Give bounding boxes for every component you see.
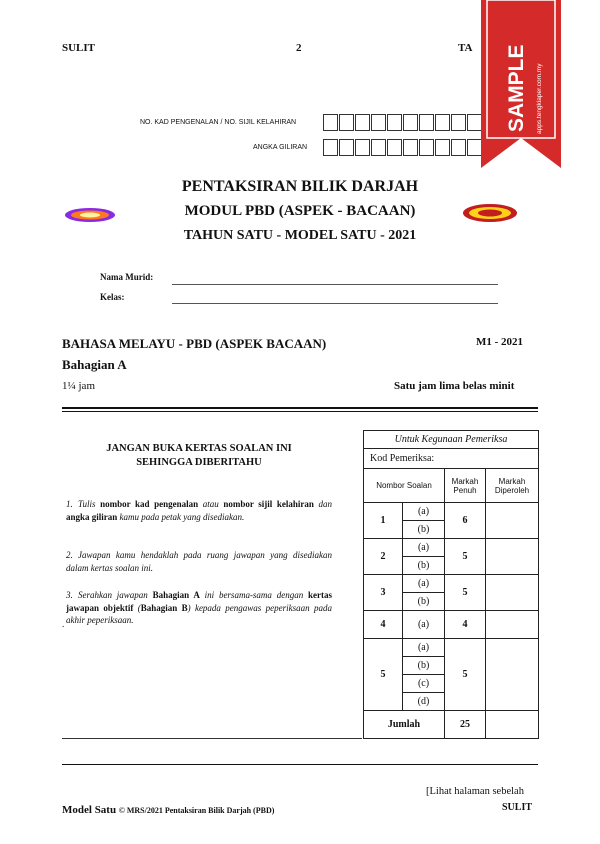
i3-text-g: ) kepada pengawas peperiksaan pada akhir peperiksaan. <box>66 602 332 625</box>
angka-giliran-boxes[interactable] <box>323 139 483 156</box>
i3-text-b: Bahagian A <box>152 590 200 600</box>
i1-text-g: kamu pada petak yang disediakan. <box>117 511 245 522</box>
kelas-line[interactable] <box>172 303 498 304</box>
total-label: Jumlah <box>364 711 445 739</box>
bottom-line-full <box>62 764 538 765</box>
instruction-3 <box>66 589 332 627</box>
bottom-line-short <box>62 738 362 739</box>
warning-line-2: SEHINGGA DIBERITAHU <box>136 457 262 468</box>
i1-text-d: nombor sijil kelahiran <box>223 499 314 509</box>
i3-text-a: Serahkan jawapan <box>78 590 153 600</box>
nama-murid-line[interactable] <box>172 284 498 285</box>
kod-pemeriksa[interactable]: Kod Pemeriksa: <box>364 449 539 469</box>
subject-title: BAHASA MELAYU - PBD (ASPEK BACAAN) <box>62 336 327 351</box>
paper-code: M1 - 2021 <box>476 336 524 348</box>
warning-line-1: JANGAN BUKA KERTAS SOALAN INI <box>106 443 292 454</box>
col-nombor-soalan: Nombor Soalan <box>364 469 445 503</box>
q3-part-b: (b) <box>403 593 445 611</box>
q3-mark-input[interactable] <box>486 575 539 611</box>
section-label: Bahagian A <box>62 357 127 372</box>
footer-next-page: [Lihat halaman sebelah <box>426 786 524 797</box>
title-line-2: MODUL PBD (ASPEK - BACAAN) <box>184 203 416 219</box>
i1-text-f: angka giliran <box>66 511 118 522</box>
i3-text-d: kertas jawapan objektif <box>66 590 332 613</box>
i1-text-e: dan <box>313 499 332 509</box>
q5-number: 5 <box>364 639 403 711</box>
q5-part-c: (c) <box>403 675 445 693</box>
header-sulit: SULIT <box>62 42 96 54</box>
q2-part-a: (a) <box>403 539 445 557</box>
footer-copyright: © MRS/2021 Pentaksiran Bilik Darjah (PBD) <box>118 806 275 815</box>
q2-mark-input[interactable] <box>486 539 539 575</box>
nama-murid-label: Nama Murid: <box>100 272 154 282</box>
divider-thin <box>62 411 538 412</box>
page-number: 2 <box>296 42 302 54</box>
angka-giliran-label: ANGKA GILIRAN <box>253 144 308 151</box>
instruction-2-number: 2. <box>66 550 73 560</box>
i3-text-c: ini bersama-sama dengan <box>199 590 308 600</box>
marks-table <box>363 430 539 739</box>
q4-number: 4 <box>364 611 403 639</box>
total-mark-input[interactable] <box>486 711 539 739</box>
instruction-3-number: 3. <box>66 590 73 600</box>
col-markah-penuh: Markah Penuh <box>445 469 486 503</box>
q1-part-a: (a) <box>403 503 445 521</box>
i3-text-e: ( <box>133 602 141 613</box>
col-markah-diperoleh: Markah Diperoleh <box>486 469 539 503</box>
footer-sulit: SULIT <box>502 802 533 813</box>
instruction-2 <box>66 549 332 574</box>
q5-part-d: (d) <box>403 693 445 711</box>
instruction-1-number: 1. <box>66 499 73 509</box>
q2-number: 2 <box>364 539 403 575</box>
ic-number-boxes[interactable] <box>323 114 483 131</box>
i1-text-c: atau <box>198 499 224 509</box>
q4-mark-input[interactable] <box>486 611 539 639</box>
header-right: TA <box>458 42 473 54</box>
table-caption: Untuk Kegunaan Pemeriksa <box>364 431 539 449</box>
ic-label: NO. KAD PENGENALAN / NO. SIJIL KELAHIRAN <box>140 119 297 126</box>
divider-thick <box>62 407 538 409</box>
footer-model-satu: Model Satu <box>62 804 117 816</box>
ribbon-text: SAMPLE <box>505 44 528 132</box>
q4-part-a: (a) <box>403 611 445 639</box>
q2-full-mark: 5 <box>445 539 486 575</box>
i3-text-f: Bahagian B <box>140 602 188 613</box>
q5-mark-input[interactable] <box>486 639 539 711</box>
ribbon-url: apps.tengkiaper.com.my <box>536 63 543 134</box>
q1-full-mark: 6 <box>445 503 486 539</box>
q3-full-mark: 5 <box>445 575 486 611</box>
i1-text-b: nombor kad pengenalan <box>100 499 199 509</box>
q3-number: 3 <box>364 575 403 611</box>
q1-mark-input[interactable] <box>486 503 539 539</box>
instruction-1 <box>66 498 332 523</box>
kelas-label: Kelas: <box>100 292 125 302</box>
total-full-mark: 25 <box>445 711 486 739</box>
q1-part-b: (b) <box>403 521 445 539</box>
q2-part-b: (b) <box>403 557 445 575</box>
q3-part-a: (a) <box>403 575 445 593</box>
sample-ribbon <box>481 0 561 168</box>
duration-words: Satu jam lima belas minit <box>394 380 515 392</box>
q5-part-b: (b) <box>403 657 445 675</box>
i2-text: Jawapan kamu hendaklah pada ruang jawapan yang disediakan dalam kertas soalan ini. <box>66 550 332 573</box>
title-line-1: PENTAKSIRAN BILIK DARJAH <box>181 178 419 195</box>
q5-full-mark: 5 <box>445 639 486 711</box>
q5-part-a: (a) <box>403 639 445 657</box>
title-line-3: TAHUN SATU - MODEL SATU - 2021 <box>183 228 417 243</box>
stray-dot: . <box>62 619 65 629</box>
footer-left <box>62 804 274 816</box>
q1-number: 1 <box>364 503 403 539</box>
duration: 1¼ jam <box>62 380 95 392</box>
q4-full-mark: 4 <box>445 611 486 639</box>
i1-text-a: Tulis <box>78 499 101 509</box>
